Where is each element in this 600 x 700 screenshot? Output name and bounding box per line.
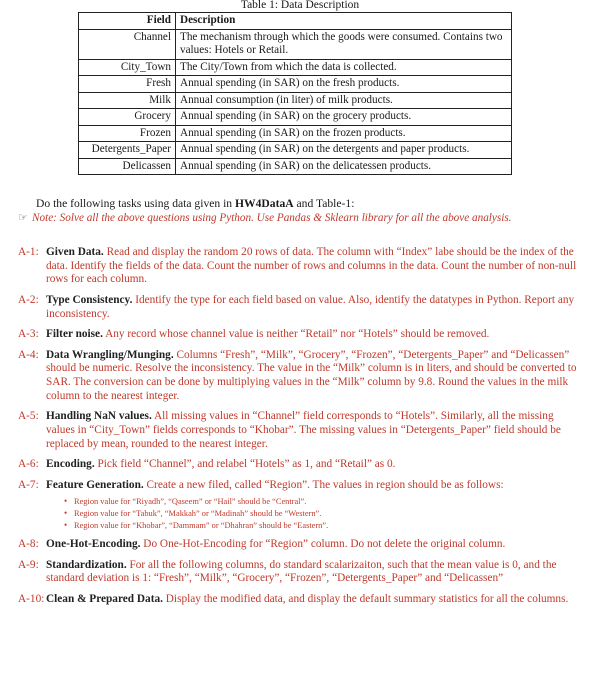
bullet-item: • Region value for “Riyadh”, “Qaseem” or “Hail” should be “Central”. [66,496,580,508]
task-title: Standardization. [46,558,127,571]
task-title: One-Hot-Encoding. [46,538,141,551]
task-item [18,538,580,552]
task-title: Feature Generation. [46,478,144,491]
note-text: Note: Solve all the above questions using Python. Use Pandas & Sklearn library for all the above analysis. [32,212,512,224]
task-body: Create a new filed, called “Region”. The values in region should be as follows: [146,478,504,491]
bullet-item: • Region value for “Tabuk”, “Makkah” or “Madinah” should be “Western”. [66,508,580,520]
task-body: All missing values in “Channel” field corresponds to “Hotels”. Similarly, all the missing values in “City_Town” fields corresponds to “Khobar”. The missing values in “Detergents_Paper” field should be replaced by mean, rounded to the nearest integer. [46,410,561,450]
table-row [79,92,512,109]
task-body: Any record whose channel value is neither “Retail” nor “Hotels” should be removed. [105,328,490,341]
task-body: Read and display the random 20 rows of data. The column with “Index” labe should be the index of the data. Identify the fields of the data. Count the number of rows and columns in the data. Count the number of non-null rows for each column. [46,246,577,286]
row-description: Annual consumption (in liter) of milk products. [180,93,393,106]
task-title: Type Consistency. [46,293,133,306]
intro-text-end: and Table-1: [293,197,355,210]
task-body: For all the following columns, do standard scalarizaiton, such that the mean value is 0, and the standard deviation is 1: “Fresh”, “Milk”, “Grocery”, “Frozen”, “Detergents_Paper” and “Delicassen” [46,558,557,585]
dataset-name: HW4DataA [235,197,294,210]
task-id: A-3: [18,328,39,341]
row-field: Fresh [79,76,176,93]
task-item [18,479,580,532]
table-row [79,125,512,142]
row-field: Delicassen [79,158,176,175]
task-id: A-7: [18,478,39,491]
task-id: A-4: [18,348,39,361]
task-title: Given Data. [46,246,104,258]
table-row [79,59,512,76]
task-item [18,246,580,287]
header-field: Field [79,13,176,30]
row-description: The mechanism through which the goods were consumed. Contains two values: Hotels or Retail. [180,30,503,56]
bullet-item: • Region value for “Khobar”, “Dammam” or “Dhahran” should be “Eastern”. [66,520,580,532]
task-item [18,559,580,586]
task-id: A-10: [18,592,45,605]
task-body: Do One-Hot-Encoding for “Region” column. Do not delete the original column. [143,538,506,551]
table-row [79,142,512,159]
task-id: A-5: [18,410,39,423]
table-row [79,158,512,175]
table-row [79,76,512,93]
table-caption: Table 1: Data Description [240,0,360,11]
task-body: Pick field “Channel”, and relabel “Hotels” as 1, and “Retail” as 0. [97,458,396,471]
task-id: A-6: [18,458,39,471]
row-description: Annual spending (in SAR) on the delicatessen products. [180,159,432,172]
task-id: A-2: [18,293,39,306]
row-description: Annual spending (in SAR) on the frozen products. [180,126,406,139]
row-description: Annual spending (in SAR) on the grocery products. [180,110,412,122]
note-paragraph [18,211,583,226]
task-item [18,593,580,607]
task-item [18,294,580,321]
table-row [79,29,512,59]
table-row [79,109,512,126]
task-item [18,349,580,404]
table-header-row [79,13,512,30]
row-description: Annual spending (in SAR) on the detergents and paper products. [180,143,470,155]
task-body: Columns “Fresh”, “Milk”, “Grocery”, “Frozen”, “Detergents_Paper” and “Delicassen” should be numeric. Resolve the inconsistency. The value in the “Milk” column is in liters, and should be converted to SAR. The conversion can be done by multiplying values in the “Milk” column by 9.8. Round the values in the milk column to the nearest integer. [46,348,577,402]
task-body: Identify the type for each field based on value. Also, identify the datatypes in Python. Report any inconsistency. [46,293,575,320]
row-field: Milk [79,92,176,109]
task-id: A-1: [18,246,39,258]
task-id: A-9: [18,558,39,571]
row-description: The City/Town from which the data is collected. [180,60,397,73]
row-field: Grocery [79,109,176,126]
region-bullet-list [46,496,580,531]
task-id: A-8: [18,538,39,551]
row-field: Frozen [79,125,176,142]
data-description-table [78,12,512,175]
row-field: Detergents_Paper [79,142,176,159]
task-title: Handling NaN values. [46,410,152,423]
row-field: City_Town [79,59,176,76]
task-title: Filter noise. [46,328,103,341]
instructions-intro [36,197,354,210]
task-title: Clean & Prepared Data. [46,592,163,605]
pointing-hand-icon: ☞ [18,212,29,224]
intro-text: Do the following tasks using data given in [36,197,236,210]
task-list [18,246,580,613]
task-body: Display the modified data, and display the default summary statistics for all the columns. [165,592,569,605]
task-item [18,328,580,342]
header-description: Description [180,14,236,26]
row-description: Annual spending (in SAR) on the fresh products. [180,77,400,89]
task-item [18,458,580,472]
row-field: Channel [79,29,176,59]
task-title: Encoding. [46,458,95,471]
task-title: Data Wrangling/Munging. [46,348,174,361]
task-item [18,410,580,451]
